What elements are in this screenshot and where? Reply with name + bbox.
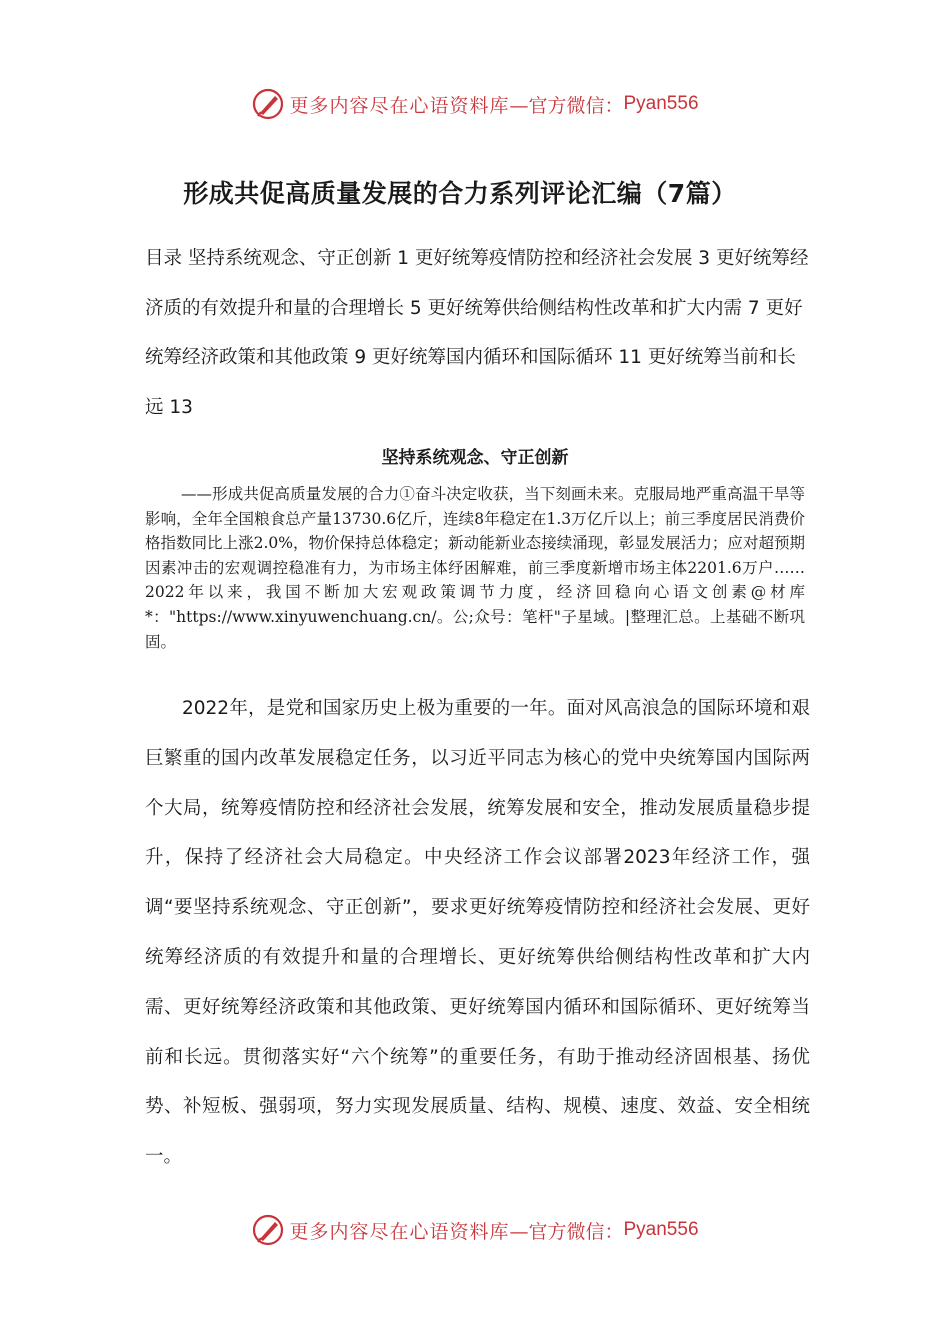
watermark-official-label: —官方微信： bbox=[509, 1220, 624, 1243]
watermark-brand: 更多内容尽在心语资料库 bbox=[289, 1220, 510, 1243]
bottom-watermark-banner bbox=[0, 1210, 950, 1250]
watermark-official-label: —官方微信： bbox=[509, 94, 624, 117]
body-paragraph: 2022年，是党和国家历史上极为重要的一年。面对风高浪急的国际环境和艰巨繁重的国内改革发展稳定任务，以习近平同志为核心的党中央统筹国内国际两个大局，统筹疫情防控和经济社会发展，统筹发展和安全，推动发展质量稳步提升，保持了经济社会大局稳定。中央经济工作会议部署2023年经济工作，强调“要坚持系统观念、守正创新”，要求更好统筹疫情防控和经济社会发展、更好统筹经济质的有效提升和量的合理增长、更好统筹供给侧结构性改革和扩大内需、更好统筹经济政策和其他政策、更好统筹国内循环和国际循环、更好统筹当前和长远。贯彻落实好“六个统筹”的重要任务，有助于推动经济固根基、扬优势、补短板、强弱项，努力实现发展质量、结构、规模、速度、效益、安全相统一。 bbox=[145, 698, 810, 1168]
quill-pen-logo-icon bbox=[251, 87, 285, 121]
watermark-wechat-id: Pyan556 bbox=[623, 93, 699, 114]
quote-paragraph: ——形成共促高质量发展的合力①奋斗决定收获，当下刻画未来。克服局地严重高温干旱等影响，全年全国粮食总产量13730.6亿斤，连续8年稳定在1.3万亿斤以上；前三季度居民消费价格指数同比上涨2.0%，物价保持总体稳定；新动能新业态接续涌现，彰显发展活力；应对超预期因素冲击的宏观调控稳准有力，为市场主体纾困解难，前三季度新增市场主体2201.6万户……2022年以来，我国不断加大宏观政策调节力度，经济回稳向心语文创素@材库*："https://www.xinyuwenchuang.cn/。公;众号：笔杆"子星域。|整理汇总。上基础不断巩固。 bbox=[145, 485, 805, 651]
table-of-contents: 目录 坚持系统观念、守正创新 1 更好统筹疫情防控和经济社会发展 3 更好统筹经济质的有效提升和量的合理增长 5 更好统筹供给侧结构性改革和扩大内需 7 更好统筹经济政策和其他政策 9 更好统筹国内循环和国际循环 11 更好统筹当前和长远 13 bbox=[145, 248, 809, 418]
watermark-wechat-id: Pyan556 bbox=[623, 1219, 699, 1240]
document-title: 形成共促高质量发展的合力系列评论汇编（7篇） bbox=[183, 179, 737, 208]
section-heading: 坚持系统观念、守正创新 bbox=[381, 448, 569, 468]
top-watermark-banner bbox=[0, 84, 950, 124]
watermark-brand: 更多内容尽在心语资料库 bbox=[289, 94, 510, 117]
quill-pen-logo-icon bbox=[251, 1213, 285, 1247]
